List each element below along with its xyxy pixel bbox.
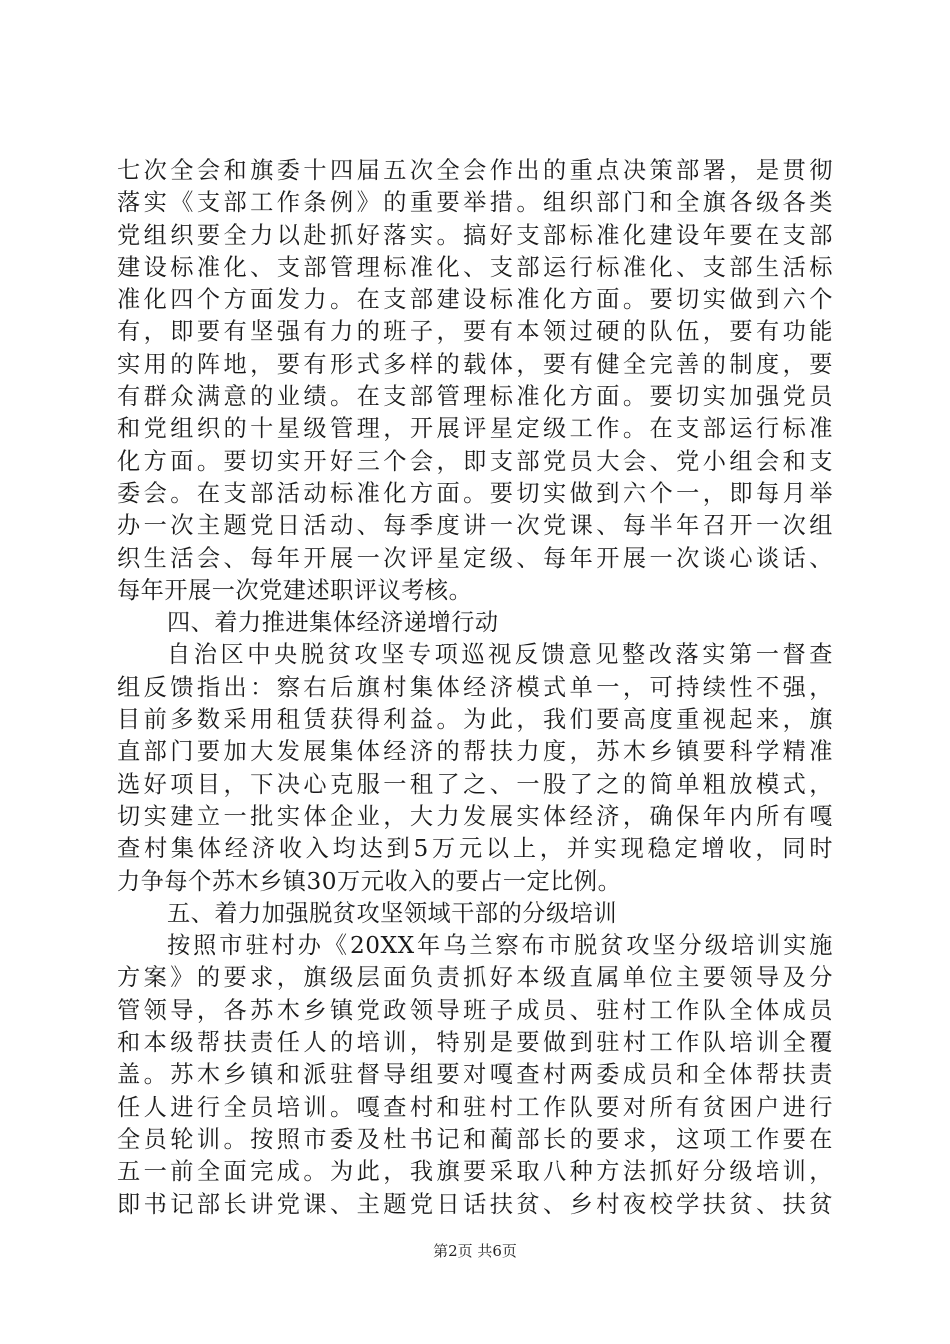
text-line: 管领导，各苏木乡镇党政领导班子成员、驻村工作队全体成员	[117, 996, 833, 1024]
text-line: 力争每个苏木乡镇30万元收入的要占一定比例。	[117, 867, 622, 895]
text-line: 每年开展一次党建述职评议考核。	[117, 576, 473, 604]
text-line: 有群众满意的业绩。在支部管理标准化方面。要切实加强党员	[117, 383, 833, 411]
text-line: 切实建立一批实体企业，大力发展实体经济，确保年内所有嘎	[117, 802, 833, 830]
text-line: 和党组织的十星级管理，开展评星定级工作。在支部运行标准	[117, 415, 833, 443]
text-line: 自治区中央脱贫攻坚专项巡视反馈意见整改落实第一督查	[167, 641, 833, 669]
text-line: 办一次主题党日活动、每季度讲一次党课、每半年召开一次组	[117, 512, 833, 540]
text-line: 组反馈指出：察右后旗村集体经济模式单一，可持续性不强，	[117, 673, 833, 701]
text-line: 和本级帮扶责任人的培训，特别是要做到驻村工作队培训全覆	[117, 1029, 833, 1057]
text-line: 直部门要加大发展集体经济的帮扶力度，苏木乡镇要科学精准	[117, 738, 833, 766]
text-line: 化方面。要切实开好三个会，即支部党员大会、党小组会和支	[117, 447, 833, 475]
text-line: 盖。苏木乡镇和派驻督导组要对嘎查村两委成员和全体帮扶责	[117, 1061, 833, 1089]
text-line: 按照市驻村办《20XX年乌兰察布市脱贫攻坚分级培训实施	[167, 932, 833, 960]
text-line: 建设标准化、支部管理标准化、支部运行标准化、支部生活标	[117, 253, 833, 281]
section-heading: 五、着力加强脱贫攻坚领域干部的分级培训	[167, 899, 618, 927]
text-line: 方案》的要求，旗级层面负责抓好本级直属单位主要领导及分	[117, 964, 833, 992]
text-line: 五一前全面完成。为此，我旗要采取八种方法抓好分级培训，	[117, 1158, 833, 1186]
text-line: 七次全会和旗委十四届五次全会作出的重点决策部署，是贯彻	[117, 157, 833, 184]
body-text	[117, 155, 833, 1221]
text-line: 查村集体经济收入均达到5万元以上，并实现稳定增收，同时	[117, 835, 833, 863]
text-line: 即书记部长讲党课、主题党日话扶贫、乡村夜校学扶贫、扶贫	[117, 1190, 833, 1218]
text-line: 委会。在支部活动标准化方面。要切实做到六个一，即每月举	[117, 479, 833, 507]
text-line: 任人进行全员培训。嘎查村和驻村工作队要对所有贫困户进行	[117, 1093, 833, 1121]
text-line: 织生活会、每年开展一次评星定级、每年开展一次谈心谈话、	[117, 544, 833, 572]
text-line: 党组织要全力以赴抓好落实。搞好支部标准化建设年要在支部	[117, 221, 833, 249]
text-line: 选好项目，下决心克服一租了之、一股了之的简单粗放模式，	[117, 770, 833, 798]
text-line: 落实《支部工作条例》的重要举措。组织部门和全旗各级各类	[117, 189, 833, 217]
page-number-footer: 第2页 共6页	[433, 1242, 517, 1260]
text-line: 实用的阵地，要有形式多样的载体，要有健全完善的制度，要	[117, 350, 833, 378]
text-line: 全员轮训。按照市委及杜书记和蔺部长的要求，这项工作要在	[117, 1125, 833, 1153]
text-line: 有，即要有坚强有力的班子，要有本领过硬的队伍，要有功能	[117, 318, 833, 346]
text-line: 准化四个方面发力。在支部建设标准化方面。要切实做到六个	[117, 286, 833, 314]
section-heading: 四、着力推进集体经济递增行动	[167, 609, 499, 637]
text-line: 目前多数采用租赁获得利益。为此，我们要高度重视起来，旗	[117, 706, 833, 734]
